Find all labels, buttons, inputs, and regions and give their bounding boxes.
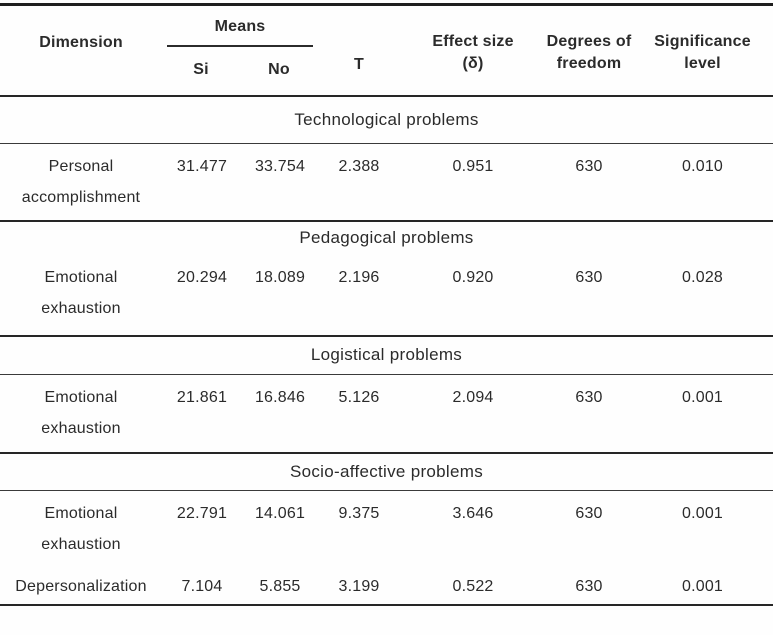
t-cell: 5.126 xyxy=(318,375,400,453)
effect-size-cell: 2.094 xyxy=(400,375,546,453)
t-cell: 9.375 xyxy=(338,505,380,522)
dimension-line2: accomplishment xyxy=(21,189,141,206)
section-title: Pedagogical problems xyxy=(299,228,474,247)
significance-cell: 0.001 xyxy=(632,375,773,453)
statistics-table xyxy=(0,3,773,606)
dimension-line1: Emotional xyxy=(44,505,118,522)
dimension-line1: Emotional xyxy=(44,389,118,406)
df-cell: 630 xyxy=(546,564,632,605)
table-header xyxy=(0,5,773,96)
col-header-si: Si xyxy=(193,61,209,78)
mean-no-cell: 16.846 xyxy=(242,375,318,453)
mean-no-cell: 18.089 xyxy=(242,255,318,336)
col-header-dimension xyxy=(0,5,162,96)
effect-size-cell: 0.522 xyxy=(400,564,546,605)
dimension-cell xyxy=(0,491,162,564)
mean-no-cell: 14.061 xyxy=(254,505,306,522)
mean-si-cell: 22.791 xyxy=(176,505,228,522)
effect-size-cell: 0.920 xyxy=(400,255,546,336)
mean-si-cell: 20.294 xyxy=(162,255,242,336)
section-title: Logistical problems xyxy=(0,336,773,375)
df-cell: 630 xyxy=(546,144,632,221)
df-line2: freedom xyxy=(556,55,622,72)
sig-line1: Significance xyxy=(654,33,751,50)
means-label: Means xyxy=(214,18,266,35)
table-row xyxy=(0,255,773,336)
significance-cell: 0.001 xyxy=(632,564,773,605)
mean-no-cell: 33.754 xyxy=(242,144,318,221)
t-cell: 2.196 xyxy=(318,255,400,336)
section-title: Technological problems xyxy=(0,96,773,144)
effect-size-line1: Effect size xyxy=(432,33,514,50)
t-label: T xyxy=(354,56,364,73)
effect-size-cell: 0.951 xyxy=(400,144,546,221)
dimension-line1: Depersonalization xyxy=(15,577,147,595)
sig-line2: level xyxy=(684,55,721,72)
dimension-line1: Personal xyxy=(48,158,114,175)
table-row xyxy=(0,144,773,221)
dimension-line2: exhaustion xyxy=(41,536,121,553)
dimension-line2: exhaustion xyxy=(41,299,121,317)
t-cell: 3.199 xyxy=(318,564,400,605)
dimension-line1: Emotional xyxy=(44,268,118,286)
col-header-effect-size xyxy=(400,5,546,96)
effect-size-line2: (δ) xyxy=(462,55,484,72)
dimension-cell xyxy=(0,564,162,605)
significance-cell: 0.028 xyxy=(632,255,773,336)
dimension-line2: exhaustion xyxy=(41,420,121,437)
df-cell: 630 xyxy=(575,505,603,522)
df-line1: Degrees of xyxy=(546,33,632,50)
mean-si-cell: 31.477 xyxy=(162,144,242,221)
mean-si-cell: 21.861 xyxy=(162,375,242,453)
section-title-row xyxy=(0,336,773,375)
section-title-row xyxy=(0,221,773,255)
dimension-cell xyxy=(0,144,162,221)
table-row xyxy=(0,564,773,605)
col-header-means-group xyxy=(162,5,318,96)
t-cell: 2.388 xyxy=(318,144,400,221)
section-title-row xyxy=(0,453,773,491)
section-title: Socio-affective problems xyxy=(0,453,773,491)
mean-si-cell: 7.104 xyxy=(162,564,242,605)
dimension-cell xyxy=(0,255,162,336)
dimension-label: Dimension xyxy=(39,34,123,51)
means-underline xyxy=(167,45,313,47)
col-header-t xyxy=(318,5,400,96)
dimension-cell xyxy=(0,375,162,453)
table-row xyxy=(0,375,773,453)
section-title-row xyxy=(0,96,773,144)
significance-cell: 0.010 xyxy=(632,144,773,221)
df-cell: 630 xyxy=(546,255,632,336)
mean-no-cell: 5.855 xyxy=(242,564,318,605)
means-subheaders xyxy=(162,59,318,81)
df-cell: 630 xyxy=(546,375,632,453)
table-row xyxy=(0,491,773,564)
col-header-degrees-of-freedom xyxy=(546,5,632,96)
effect-size-cell: 3.646 xyxy=(452,505,494,522)
significance-cell: 0.001 xyxy=(681,505,724,522)
col-header-significance-level xyxy=(632,5,773,96)
col-header-no: No xyxy=(268,61,290,78)
